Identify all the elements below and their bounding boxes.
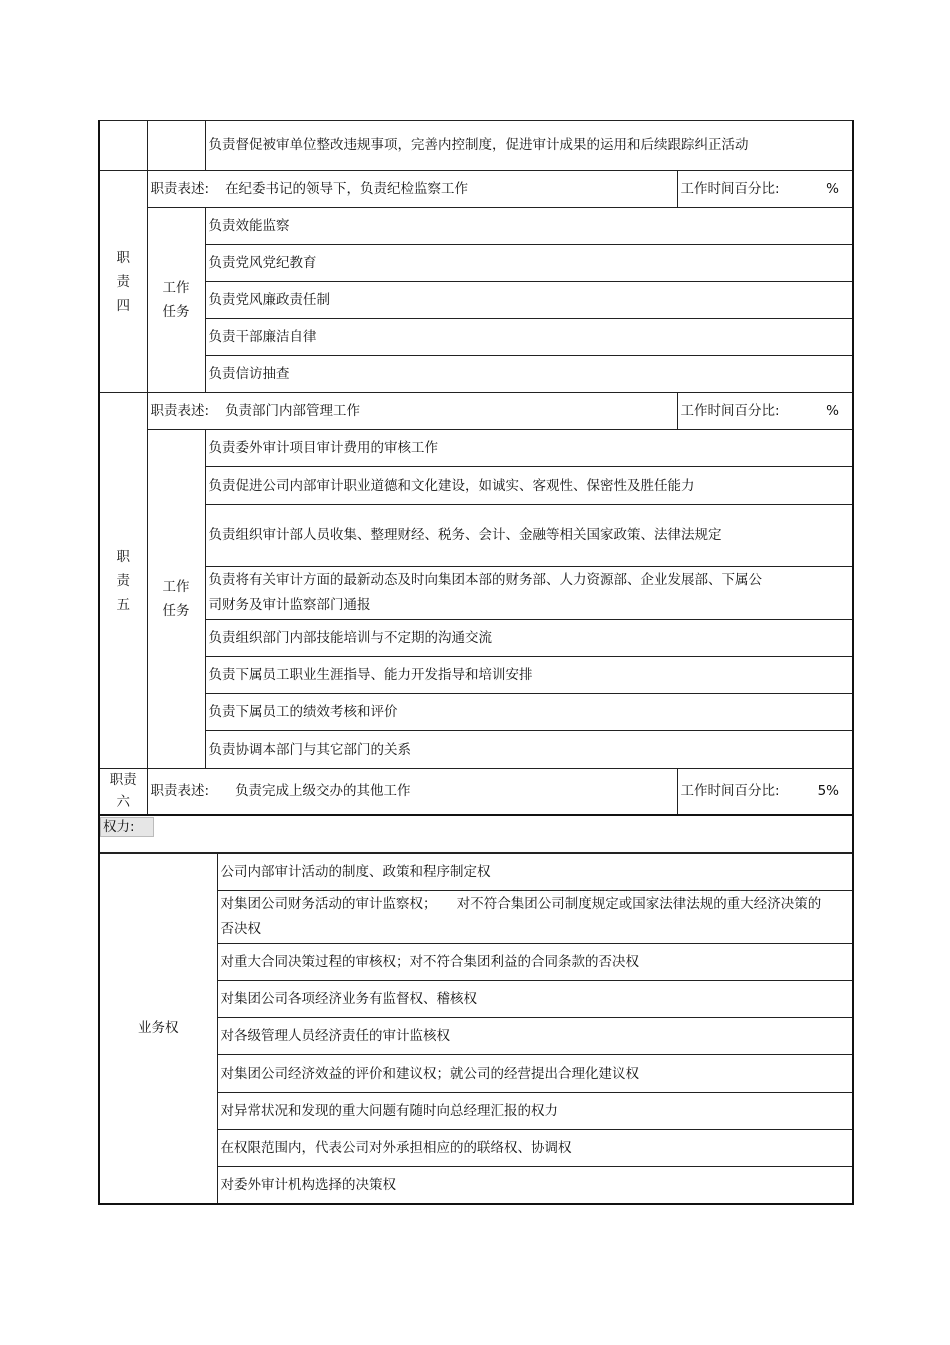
task-cell: 负责将有关审计方面的最新动态及时向集团本部的财务部、人力资源部、企业发展部、下属公司财务及审计监察部门通报	[205, 567, 853, 620]
duty-label-text: 职责五	[116, 548, 130, 613]
time-percent-cell	[677, 769, 853, 815]
pct-value: 5%	[817, 783, 839, 800]
pct-label: 工作时间百分比:	[680, 403, 780, 419]
task-cell: 负责组织部门内部技能培训与不定期的沟通交流	[205, 620, 853, 657]
desc-label: 职责表述:	[150, 403, 210, 419]
table-row	[99, 393, 853, 430]
table-row	[99, 620, 853, 657]
table-row	[99, 731, 853, 769]
table-row	[99, 430, 853, 467]
duty6-label	[99, 769, 147, 815]
authority-header-cell	[99, 815, 853, 853]
task-label-text: 工作任务	[162, 579, 190, 619]
table-row	[99, 769, 853, 815]
table-row	[99, 245, 853, 282]
pct-label: 工作时间百分比:	[680, 783, 780, 800]
authority-item: 公司内部审计活动的制度、政策和程序制定权	[217, 854, 853, 891]
table-row	[99, 356, 853, 393]
task-cell: 负责效能监察	[205, 208, 853, 245]
authority-table	[98, 853, 854, 1205]
authority-item: 对集团公司经济效益的评价和建议权；就公司的经营提出合理化建议权	[217, 1055, 853, 1093]
task-cell: 负责党风廉政责任制	[205, 282, 853, 319]
time-percent-cell	[677, 171, 853, 208]
table-row	[99, 319, 853, 356]
pct-value: %	[826, 181, 839, 197]
duty-label-text: 职责四	[116, 249, 130, 314]
time-percent-cell	[677, 393, 853, 430]
table-row	[99, 171, 853, 208]
table-row	[99, 694, 853, 731]
desc-text: 负责部门内部管理工作	[225, 403, 361, 419]
desc-text: 在纪委书记的领导下，负责纪检监察工作	[225, 181, 469, 197]
task-cell: 负责下属员工的绩效考核和评价	[205, 694, 853, 731]
table-row	[99, 567, 853, 620]
table-row	[99, 121, 853, 171]
job-duty-table	[98, 120, 854, 853]
duty-desc-cell	[147, 393, 677, 430]
table-row	[99, 208, 853, 245]
authority-label: 权力:	[100, 817, 154, 837]
authority-item: 对异常状况和发现的重大问题有随时向总经理汇报的权力	[217, 1093, 853, 1130]
task-cell: 负责干部廉洁自律	[205, 319, 853, 356]
task-cell: 负责协调本部门与其它部门的关系	[205, 731, 853, 769]
authority-item: 对委外审计机构选择的决策权	[217, 1167, 853, 1204]
duty-label-text: 职责六	[109, 772, 137, 811]
document-page	[98, 120, 852, 1205]
table-row	[99, 467, 853, 505]
authority-item: 在权限范围内，代表公司对外承担相应的的联络权、协调权	[217, 1130, 853, 1167]
pct-value: %	[826, 403, 839, 419]
desc-label: 职责表述:	[150, 783, 210, 800]
table-row	[99, 854, 853, 891]
task-cell: 负责促进公司内部审计职业道德和文化建设，如诚实、客观性、保密性及胜任能力	[205, 467, 853, 505]
task-label-cell	[147, 430, 205, 769]
table-row	[99, 282, 853, 319]
task-label-cell	[147, 208, 205, 393]
duty4-label	[99, 171, 147, 393]
duty5-label	[99, 393, 147, 769]
empty-cell	[147, 121, 205, 171]
task-cell: 负责党风党纪教育	[205, 245, 853, 282]
authority-item: 对集团公司各项经济业务有监督权、稽核权	[217, 981, 853, 1018]
task-label-text: 工作任务	[162, 280, 190, 320]
task-cell: 负责信访抽查	[205, 356, 853, 393]
authority-item: 对重大合同决策过程的审核权；对不符合集团利益的合同条款的否决权	[217, 944, 853, 981]
desc-text: 负责完成上级交办的其他工作	[235, 783, 411, 800]
table-row	[99, 505, 853, 567]
task-cell: 负责下属员工职业生涯指导、能力开发指导和培训安排	[205, 657, 853, 694]
duty-desc-cell	[147, 171, 677, 208]
authority-item: 对集团公司财务活动的审计监察权； 对不符合集团公司制度规定或国家法律法规的重大经济决策的否决权	[217, 891, 853, 944]
task-cell: 负责组织审计部人员收集、整理财经、税务、会计、金融等相关国家政策、法律法规定	[205, 505, 853, 567]
authority-category-cell: 业务权	[99, 854, 217, 1204]
table-row	[99, 657, 853, 694]
empty-cell	[99, 121, 147, 171]
task-cell: 负责委外审计项目审计费用的审核工作	[205, 430, 853, 467]
pct-label: 工作时间百分比:	[680, 181, 780, 197]
duty-desc-cell	[147, 769, 677, 815]
table-row	[99, 815, 853, 853]
authority-item: 对各级管理人员经济责任的审计监核权	[217, 1018, 853, 1055]
task-cell: 负责督促被审单位整改违规事项，完善内控制度，促进审计成果的运用和后续跟踪纠正活动	[205, 121, 853, 171]
desc-label: 职责表述:	[150, 181, 210, 197]
